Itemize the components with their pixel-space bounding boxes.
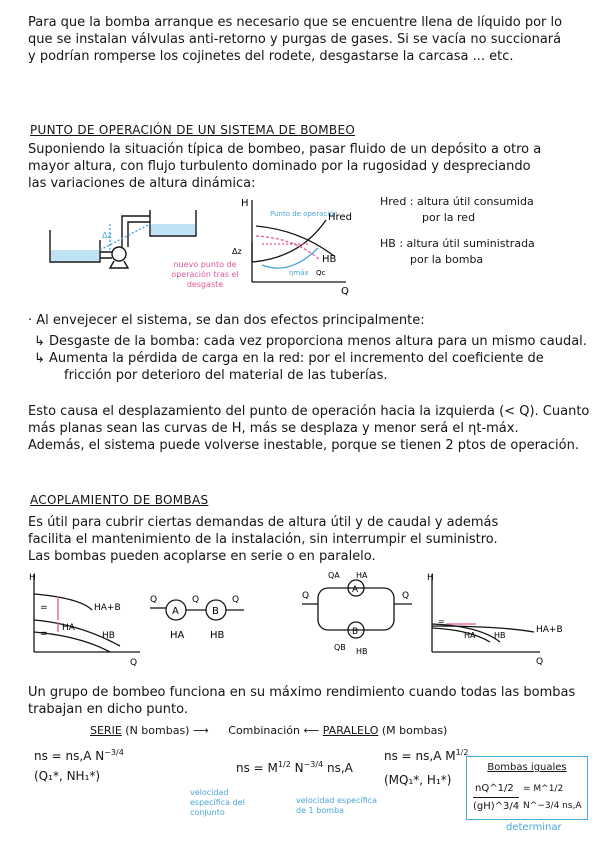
combination-row [90, 722, 447, 739]
section2-line: Las bombas pueden acoplarse en serie o en paralelo. [28, 549, 376, 564]
hred-curve-label: Hred [328, 212, 352, 223]
conclusion-line: más planas sean las curvas de H, más se desplaza y menor será el ηt-máx. [28, 421, 519, 436]
hb-definition [380, 236, 535, 268]
series-graph-q: Q [130, 658, 138, 668]
series-pump-b: B [212, 606, 219, 617]
intro-paragraph [28, 14, 576, 65]
combination-label: Combinación [228, 724, 300, 737]
hb-text: altura útil suministrada [406, 237, 535, 250]
parallel-graph-eq: = [438, 617, 445, 626]
op-point-label: Punto de operación [270, 210, 338, 218]
parallel-q-in: Q [302, 591, 310, 601]
section2-line: facilita el mantenimiento de la instalación, sin interrumpir el suministro. [28, 532, 498, 547]
dz-axis-label: Δz [232, 247, 242, 256]
ns-comb-n: N [294, 761, 304, 775]
parallel-graph-hb: HB [494, 631, 506, 640]
equal-pumps-num: nQ^1/2 [475, 783, 514, 794]
series-graph-hb: HB [102, 631, 115, 641]
intro-line: que se instalan válvulas anti-retorno y purgas de gases. Si se vacía no succionará [28, 32, 562, 47]
eta-label: ηmáx [289, 269, 309, 277]
effect-line: fricción por deterioro del material de las tuberías. [64, 368, 388, 383]
arrow-right: ⟶ [192, 724, 209, 737]
section2-line: Es útil para cubrir ciertas demandas de altura útil y de caudal y además [28, 515, 499, 530]
hb-text-2: por la bomba [410, 253, 484, 266]
axis-h-label: H [241, 198, 249, 209]
parallel-qa: QA [328, 571, 340, 580]
series-graph-hab: HA+B [94, 603, 121, 613]
intro-line: Para que la bomba arranque es necesario que se encuentre llena de líquido por lo [28, 15, 563, 30]
parallel-graph-hab: HA+B [536, 625, 563, 635]
series-hb: HB [210, 630, 225, 641]
equal-pumps-box [466, 756, 588, 820]
intro-line: y podrían romperse los cojinetes del rodete, desgastarse la carcasa ... etc. [28, 49, 514, 64]
coupling-diagrams [0, 568, 600, 668]
series-q-in: Q [150, 595, 158, 605]
parallel-qb: QB [334, 643, 346, 652]
equal-pumps-title: Bombas iguales [487, 762, 567, 773]
conclusion-line: Esto causa el desplazamiento del punto de operación hacia la izquierda (< Q). Cuanto [28, 404, 590, 419]
series-hq-graph [34, 574, 140, 652]
aging-intro: · Al envejecer el sistema, se dan dos efectos principalmente: [28, 313, 425, 328]
arrow-left: ⟵ [303, 724, 320, 737]
aging-effects [34, 333, 587, 384]
hred-definition [380, 194, 534, 226]
best-eff-line: trabajan en dicho punto. [28, 702, 188, 717]
parallel-q-out: Q [402, 591, 410, 601]
equal-pumps-den: (gH)^3/4 [473, 801, 520, 812]
series-graph-eq2: = [40, 629, 48, 639]
parallel-hq-graph [432, 574, 540, 652]
section-heading-operation-point: PUNTO DE OPERACIÓN DE UN SISTEMA DE BOMBEO [30, 123, 356, 137]
ns-par: ns = ns,A M [384, 749, 456, 763]
determinar-note: determinar [506, 822, 562, 833]
conclusion-line: Además, el sistema puede volverse inestable, porque se tienen 2 ptos de operación. [28, 438, 579, 453]
parallel-formula [384, 744, 468, 765]
note-set-velocity: velocidad específica del conjunto [190, 788, 245, 817]
parallel-graph-q: Q [536, 657, 544, 667]
section1-paragraph [28, 141, 576, 192]
hred-text-2: por la red [422, 211, 476, 224]
ns-comb-tail: ns,A [327, 761, 353, 775]
hb-curve-label: HB [322, 254, 337, 265]
section-heading-pump-coupling: ACOPLAMIENTO DE BOMBAS [30, 493, 209, 507]
series-q-out: Q [232, 595, 240, 605]
best-efficiency-paragraph [28, 684, 576, 718]
ns-comb-n-exp: −3/4 [303, 760, 324, 769]
axis-q-label: Q [341, 286, 349, 297]
serie-n: (N bombas) [125, 724, 190, 737]
parallel-pump-a: A [352, 585, 359, 595]
section1-line: Suponiendo la situación típica de bombeo, pasar fluido de un depósito a otro a [28, 142, 542, 157]
parallel-graph-h: H [427, 573, 434, 583]
parallel-pump-b: B [352, 627, 359, 637]
series-formula [34, 744, 124, 765]
ns-comb: ns = M [236, 761, 278, 775]
section2-paragraph [28, 514, 576, 565]
conclusion-paragraph [28, 403, 590, 454]
series-pump-a: A [172, 606, 179, 617]
hred-key: Hred : [380, 195, 414, 208]
parallel-points: (MQ₁*, H₁*) [384, 773, 452, 787]
series-points: (Q₁*, NH₁*) [34, 769, 101, 783]
note-one-velocity: velocidad específica de 1 bomba [296, 796, 378, 815]
ns-comb-m-exp: 1/2 [277, 760, 291, 769]
section1-line: mayor altura, con flujo turbulento dominado por la rugosidad y despreciando [28, 159, 531, 174]
parallel-hb: HB [356, 647, 368, 656]
parallel-graph-ha: HA [464, 631, 476, 640]
parallel-ha: HA [356, 571, 368, 580]
serie-label: SERIE [90, 724, 122, 737]
dz-label: Δz [102, 231, 112, 240]
ns-serie-exp: −3/4 [104, 748, 124, 757]
effect-line: ↳ Aumenta la pérdida de carga en la red: por el incremento del coeficiente de [34, 351, 544, 366]
qc-label: Qc [316, 269, 326, 277]
paralelo-m: (M bombas) [381, 724, 448, 737]
series-graph-ha: HA [62, 623, 75, 633]
ns-serie: ns = ns,A N [34, 749, 105, 763]
series-ha: HA [170, 630, 185, 641]
series-graph-eq: = [40, 603, 48, 613]
equal-pumps-rhs: = M^1/2 N^−3/4 ns,A [523, 784, 582, 811]
paralelo-label: PARALELO [322, 724, 379, 737]
comb-formula [236, 756, 353, 777]
hb-key: HB : [380, 237, 404, 250]
best-eff-line: Un grupo de bombeo funciona en su máximo rendimiento cuando todas las bombas [28, 685, 576, 700]
series-graph-h: H [29, 573, 36, 583]
series-q-mid: Q [192, 595, 200, 605]
effect-line: ↳ Desgaste de la bomba: cada vez proporciona menos altura para un mismo caudal. [34, 334, 587, 349]
new-op-point-note: nuevo punto de operación tras el desgaste [171, 260, 239, 289]
section1-line: las variaciones de altura dinámica: [28, 176, 256, 191]
hred-text: altura útil consumida [417, 195, 534, 208]
ns-par-exp: 1/2 [455, 748, 469, 757]
